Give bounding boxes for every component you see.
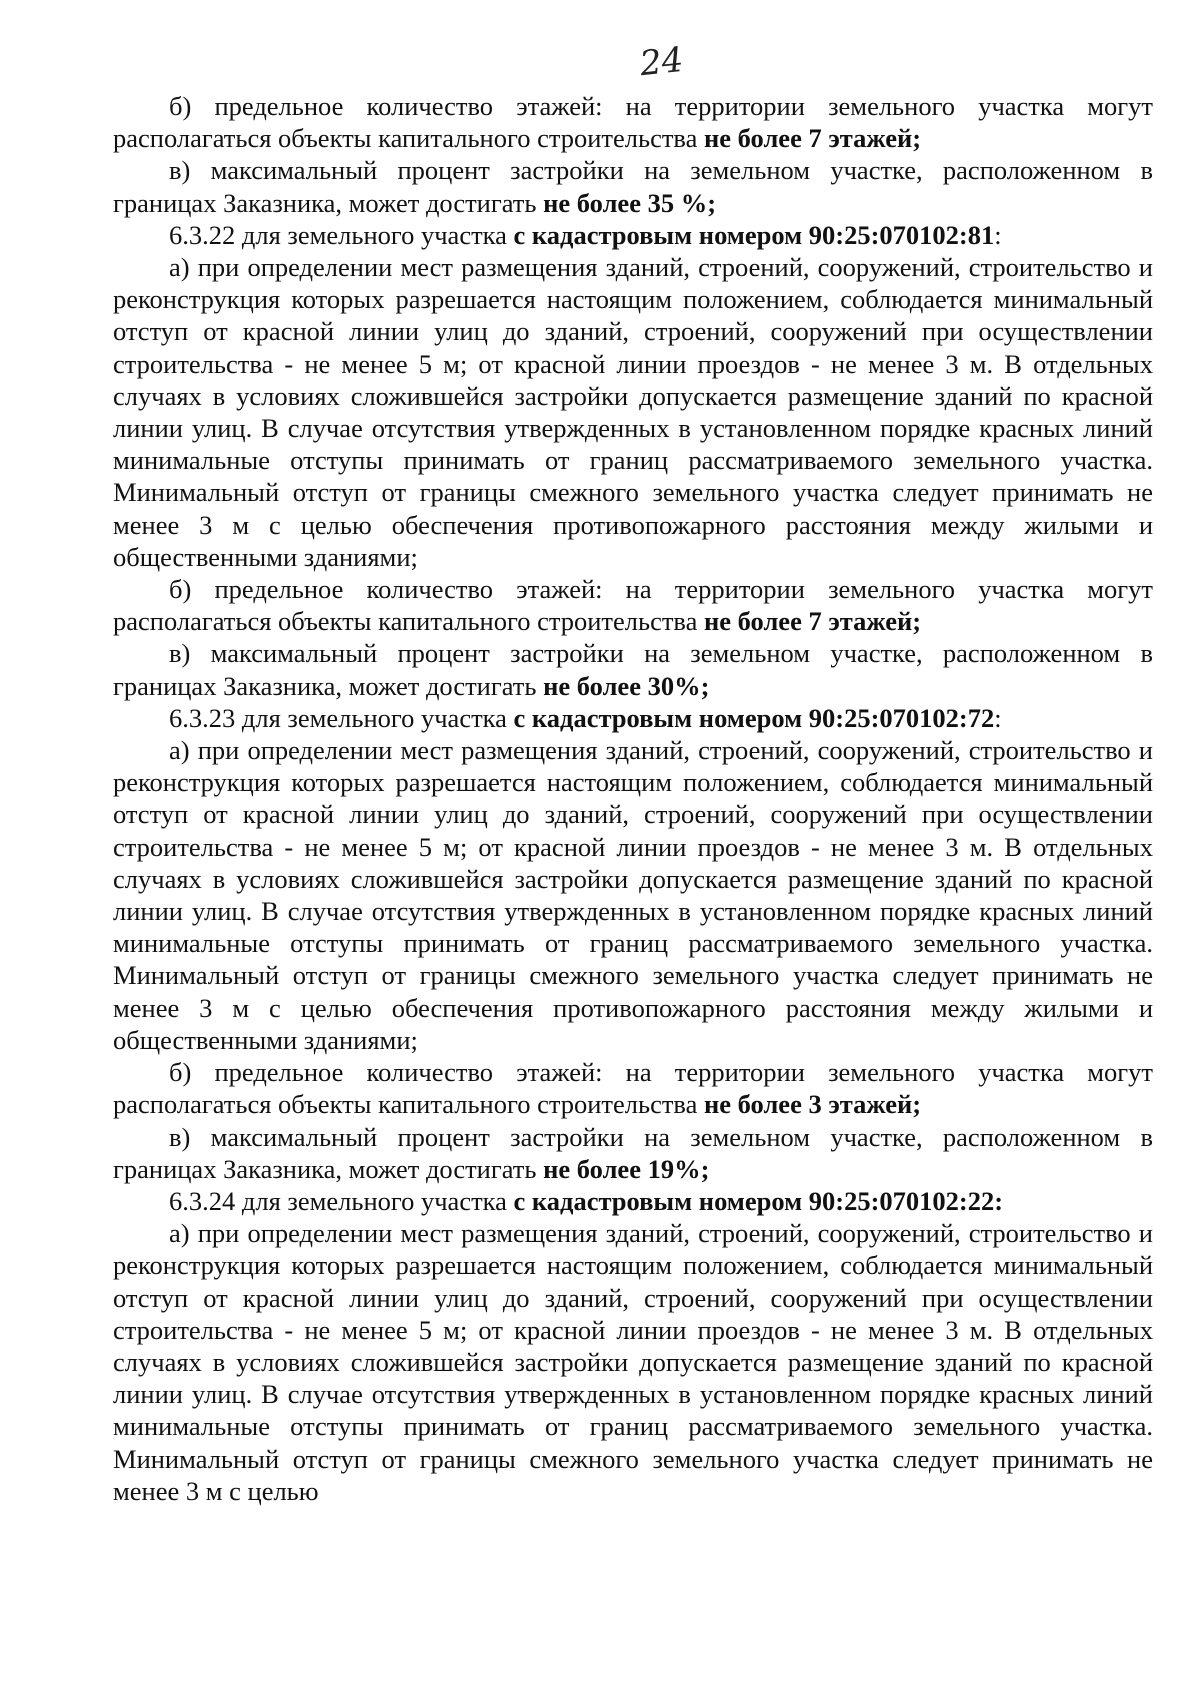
paragraph [113, 702, 1153, 734]
paragraph-bold-text: не более 35 %; [543, 187, 717, 218]
document-body [113, 90, 1153, 1507]
paragraph-bold-text: с кадастровым номером 90:25:070102:72 [513, 702, 995, 733]
paragraph-text: б) предельное количество этажей: на территории земельного участка могут располагаться объекты капитального строительства [113, 1057, 1153, 1120]
paragraph [113, 1056, 1153, 1120]
paragraph-text: а) при определении мест размещения зданий, строений, сооружений, строительство и реконструкция которых разрешается настоящим положением, соблюдается минимальный отступ от красной линии улиц до зданий, строений, сооружений при осуществлении строительства - не менее 5 м; от красной линии проездов - не менее 3 м. В отдельных случаях в условиях сложившейся застройки допускается размещение зданий по красной линии улиц. В случае отсутствия утвержденных в установленном порядке красных линий минимальные отступы принимать от границ рассматриваемого земельного участка. Минимальный отступ от границы смежного земельного участка следует принимать не менее 3 м с целью обеспечения противопожарного расстояния между жилыми и общественными зданиями; [113, 252, 1153, 572]
paragraph [113, 1121, 1153, 1185]
paragraph [113, 90, 1153, 154]
paragraph-text: б) предельное количество этажей: на территории земельного участка могут располагаться объекты капитального строительства [113, 574, 1153, 637]
paragraph-tail-text: : [994, 702, 1002, 733]
paragraph-text: б) предельное количество этажей: на территории земельного участка могут располагаться объекты капитального строительства [113, 91, 1153, 154]
paragraph [113, 154, 1153, 218]
paragraph-bold-text: не более 30%; [543, 670, 710, 701]
paragraph [113, 573, 1153, 637]
paragraph-text: 6.3.24 для земельного участка [169, 1185, 514, 1216]
paragraph [113, 637, 1153, 701]
paragraph-text: 6.3.23 для земельного участка [169, 702, 514, 733]
paragraph [113, 1217, 1153, 1507]
paragraph-bold-text: не более 19%; [543, 1153, 710, 1184]
paragraph [113, 251, 1153, 573]
page-number: 24 [638, 39, 686, 85]
paragraph-text: в) максимальный процент застройки на земельном участке, расположенном в границах Заказника, может достигать [113, 155, 1153, 218]
paragraph-bold-text: с кадастровым номером 90:25:070102:22: [513, 1185, 1004, 1216]
paragraph-tail-text: : [994, 219, 1002, 250]
paragraph [113, 1185, 1153, 1217]
paragraph-text: 6.3.22 для земельного участка [169, 219, 514, 250]
paragraph-bold-text: с кадастровым номером 90:25:070102:81 [513, 219, 995, 250]
paragraph-bold-text: не более 3 этажей; [703, 1089, 922, 1120]
paragraph [113, 734, 1153, 1056]
paragraph-text: а) при определении мест размещения зданий, строений, сооружений, строительство и реконструкция которых разрешается настоящим положением, соблюдается минимальный отступ от красной линии улиц до зданий, строений, сооружений при осуществлении строительства - не менее 5 м; от красной линии проездов - не менее 3 м. В отдельных случаях в условиях сложившейся застройки допускается размещение зданий по красной линии улиц. В случае отсутствия утвержденных в установленном порядке красных линий минимальные отступы принимать от границ рассматриваемого земельного участка. Минимальный отступ от границы смежного земельного участка следует принимать не менее 3 м с целью [113, 1218, 1153, 1506]
paragraph-bold-text: не более 7 этажей; [703, 123, 922, 154]
paragraph-text: а) при определении мест размещения зданий, строений, сооружений, строительство и реконструкция которых разрешается настоящим положением, соблюдается минимальный отступ от красной линии улиц до зданий, строений, сооружений при осуществлении строительства - не менее 5 м; от красной линии проездов - не менее 3 м. В отдельных случаях в условиях сложившейся застройки допускается размещение зданий по красной линии улиц. В случае отсутствия утвержденных в установленном порядке красных линий минимальные отступы принимать от границ рассматриваемого земельного участка. Минимальный отступ от границы смежного земельного участка следует принимать не менее 3 м с целью обеспечения противопожарного расстояния между жилыми и общественными зданиями; [113, 735, 1153, 1055]
paragraph-text: в) максимальный процент застройки на земельном участке, расположенном в границах Заказника, может достигать [113, 1121, 1153, 1184]
paragraph [113, 219, 1153, 251]
paragraph-bold-text: не более 7 этажей; [703, 606, 922, 637]
paragraph-text: в) максимальный процент застройки на земельном участке, расположенном в границах Заказника, может достигать [113, 638, 1153, 701]
